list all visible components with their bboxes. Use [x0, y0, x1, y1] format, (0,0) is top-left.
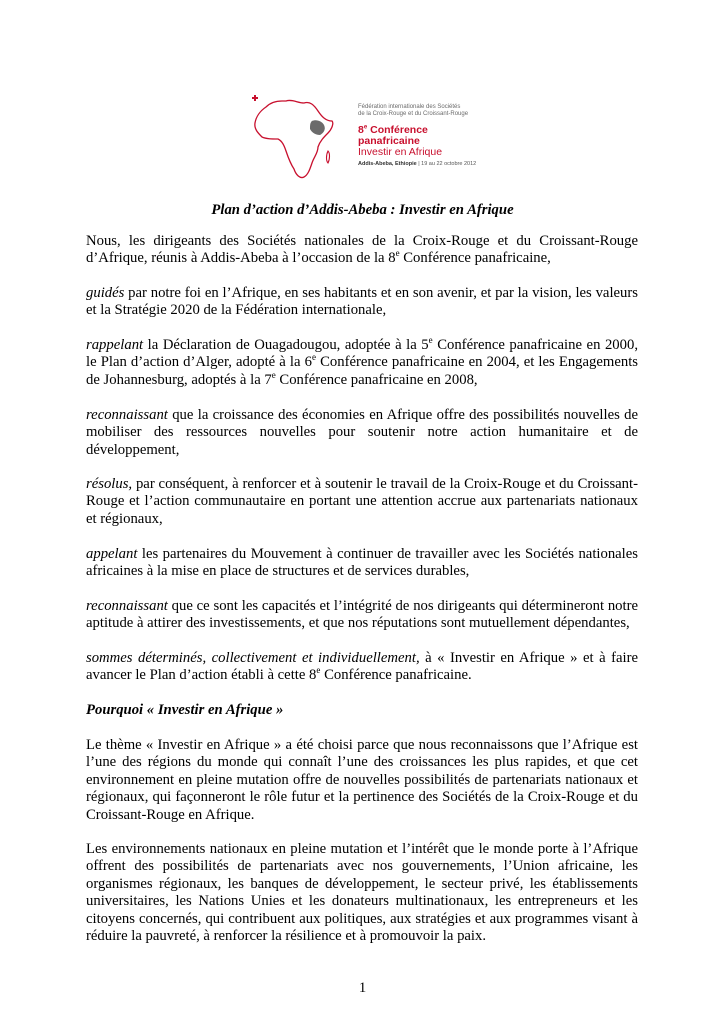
federation-name-line-1: Fédération internationale des Sociétés — [358, 104, 461, 110]
conference-place-dates: Addis-Abeba, Ethiopie | 19 au 22 octobre 2012 — [358, 160, 477, 167]
paragraph-preamble: Nous, les dirigeants des Sociétés nationales de la Croix-Rouge et du Croissant-Rouge d’Afrique, réunis à Addis-Abeba à l’occasion de la 8e Conférence panafricaine, — [86, 233, 638, 267]
section-heading: Pourquoi « Investir en Afrique » — [86, 702, 284, 718]
conference-tagline: Investir en Afrique — [358, 146, 443, 158]
paragraph-reconnaissant-1: reconnaissant que la croissance des économies en Afrique offre des possibilités nouvelles de mobiliser des ressources nouvelles pour soutenir notre action humanitaire et de développement, — [86, 407, 638, 458]
conference-logo — [252, 95, 492, 185]
paragraph-sommes-determines: sommes déterminés, collectivement et individuellement, à « Investir en Afrique » et à faire avancer le Plan d’action établi à cette 8e Conférence panafricaine. — [86, 650, 638, 684]
paragraph-appelant: appelant les partenaires du Mouvement à continuer de travailler avec les Sociétés nationales africaines à la mise en place de structures et de services durables, — [86, 546, 638, 580]
paragraph-theme: Le thème « Investir en Afrique » a été choisi parce que nous reconnaissons que l’Afrique est l’une des régions du monde qui connaît l’une des croissances les plus rapides, et que cet environnement en pleine mutation offre de nouvelles possibilités de partenariats nationaux et régionaux, qui façonneront le rôle futur et la pertinence des Sociétés de la Croix-Rouge et du Croissant-Rouge en Afrique. — [86, 737, 638, 823]
page-number: 1 — [358, 980, 367, 996]
federation-name-line-2: de la Croix-Rouge et du Croissant-Rouge — [358, 111, 469, 117]
africa-map-icon — [252, 95, 352, 185]
paragraph-resolus: résolus, par conséquent, à renforcer et à soutenir le travail de la Croix-Rouge et du Croissant-Rouge et l’action communautaire en portant une attention accrue aux partenariats nationaux et régionaux, — [86, 476, 638, 527]
paragraph-rappelant: rappelant la Déclaration de Ouagadougou, adoptée à la 5e Conférence panafricaine en 2000, le Plan d’action d’Alger, adopté à la 6e Conférence panafricaine en 2004, et les Engagements de Johannesburg, adoptés à la 7e Conférence panafricaine en 2008, — [86, 335, 638, 388]
red-cross-crescent-icon — [252, 95, 266, 105]
paragraph-guides: guidés par notre foi en l’Afrique, en ses habitants et en son avenir, et par la vision, les valeurs et la Stratégie 2020 de la Fédération internationale, — [86, 285, 638, 319]
document-title: Plan d’action d’Addis-Abeba : Investir en Afrique — [211, 202, 514, 218]
conference-name: 8e Conférence panafricaine — [358, 124, 428, 147]
paragraph-reconnaissant-2: reconnaissant que ce sont les capacités et l’intégrité de nos dirigeants qui détermineront notre aptitude à attirer des investissements, et que nos réputations sont mutuellement dépendantes, — [86, 598, 638, 632]
paragraph-environnements: Les environnements nationaux en pleine mutation et l’intérêt que le monde porte à l’Afrique offrent des possibilités de partenariats avec nos gouvernements, l’Union africaine, les organismes régionaux, les banques de développement, le secteur privé, les établissements universitaires, les Nations Unies et les donateurs multinationaux, les entrepreneurs et les citoyens concernés, qui contribuent aux politiques, aux stratégies et aux programmes visant à réduire la pauvreté, à renforcer la résilience et à promouvoir la paix. — [86, 841, 638, 945]
